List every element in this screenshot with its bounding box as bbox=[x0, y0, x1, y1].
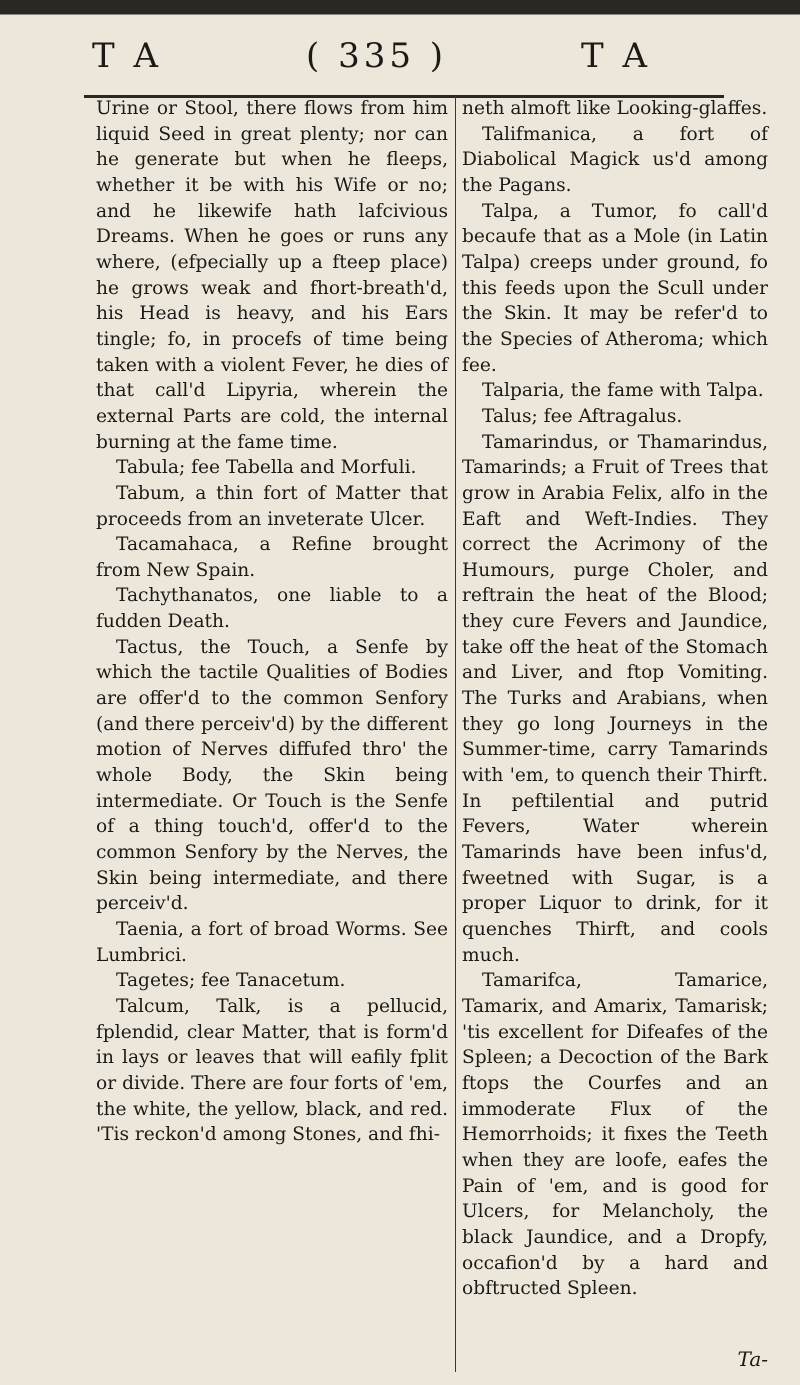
entry-tagetes: Tagetes; fee Tanacetum. bbox=[116, 970, 346, 992]
entry-tacamahaca: Tacamahaca, a Refine brought from New Spain. bbox=[96, 534, 448, 581]
column-divider bbox=[455, 96, 456, 1372]
entry-taenia: Taenia, a fort of broad Worms. See Lumbrici. bbox=[96, 919, 448, 966]
entry-tamarindus: Tamarindus, or Thamarindus, Tamarinds; a Fruit of Trees that grow in Arabia Felix, alfo in the Eaft and Weft-Indies. They correct the Acrimony of the Humours, purge Choler, and reftrain the heat of the Blood; they cure Fevers and Jaundice, take off the heat of the Stomach and Liver, and ftop Vomiting. The Turks and Arabians, when they go long Journeys in the Summer-time, carry Tamarinds with 'em, to quench their Thirft. In peftilential and putrid Fevers, Water wherein Tamarinds have been infus'd, fweetned with Sugar, is a proper Liquor to drink, for it quenches Thirft, and cools much. bbox=[462, 431, 768, 966]
entry-talifmanica: Talifmanica, a fort of Diabolical Magick us'd among the Pagans. bbox=[462, 123, 768, 196]
header-left: T A bbox=[92, 36, 163, 76]
entry-tamarifca: Tamarifca, Tamarice, Tamarix, and Amarix, Tamarisk; 'tis excellent for Difeafes of the Spleen; a Decoction of the Bark ftops the Courfes and an immoderate Flux of the Hemorrhoids; it fixes the Teeth when they are loofe, eafes the Pain of 'em, and is good for Ulcers, for Melancholy, the black Jaundice, and a Dropfy, occafion'd by a hard and obftructed Spleen. bbox=[462, 970, 768, 1300]
right-continuation: neth almoft like Looking-glaffes. bbox=[462, 98, 768, 119]
entry-talus: Talus; fee Aftragalus. bbox=[482, 405, 683, 427]
header-right: T A bbox=[581, 36, 652, 76]
left-column bbox=[96, 96, 448, 1148]
entry-tachythanatos: Tachythanatos, one liable to a fudden Death. bbox=[96, 585, 448, 633]
entry-talpa: Talpa, a Tumor, fo call'd becaufe that as a Mole (in Latin Talpa) creeps under ground, fo this feeds upon the Scull under the Skin. It may be refer'd to the Species of Atheroma; which fee. bbox=[462, 200, 768, 376]
entry-tactus: Tactus, the Touch, a Senfe by which the tactile Qualities of Bodies are offer'd to the common Senfory (and there perceiv'd) by the different motion of Nerves diffufed thro' the whole Body, the Skin being intermediate. Or Touch is the Senfe of a thing touch'd, offer'd to the common Senfory by the Nerves, the Skin being intermediate, and there perceiv'd. bbox=[96, 636, 448, 915]
page-number: ( 335 ) bbox=[306, 36, 448, 76]
entry-talcum: Talcum, Talk, is a pellucid, fplendid, clear Matter, that is form'd in lays or leaves that will eafily fplit or divide. There are four forts of 'em, the white, the yellow, black, and red. 'Tis reckon'd among Stones, and fhi- bbox=[96, 995, 448, 1146]
entry-tabula: Tabula; fee Tabella and Morfuli. bbox=[116, 457, 417, 479]
running-header bbox=[0, 36, 800, 100]
top-border bbox=[0, 0, 800, 36]
entry-talparia: Talparia, the fame with Talpa. bbox=[482, 380, 764, 402]
catchword: Ta- bbox=[737, 1347, 768, 1371]
right-column bbox=[462, 96, 768, 1302]
entry-tabum: Tabum, a thin fort of Matter that proceeds from an inveterate Ulcer. bbox=[96, 482, 448, 530]
left-continuation: Urine or Stool, there flows from him liquid Seed in great plenty; nor can he generate but when he fleeps, whether it be with his Wife or no; and he likewife hath lafcivious Dreams. When he goes or runs any where, (efpecially up a fteep place) he grows weak and fhort-breath'd, his Head is heavy, and his Ears tingle; fo, in procefs of time being taken with a violent Fever, he dies of that call'd Lipyria, wherein the external Parts are cold, the internal burning at the fame time. bbox=[96, 98, 448, 453]
